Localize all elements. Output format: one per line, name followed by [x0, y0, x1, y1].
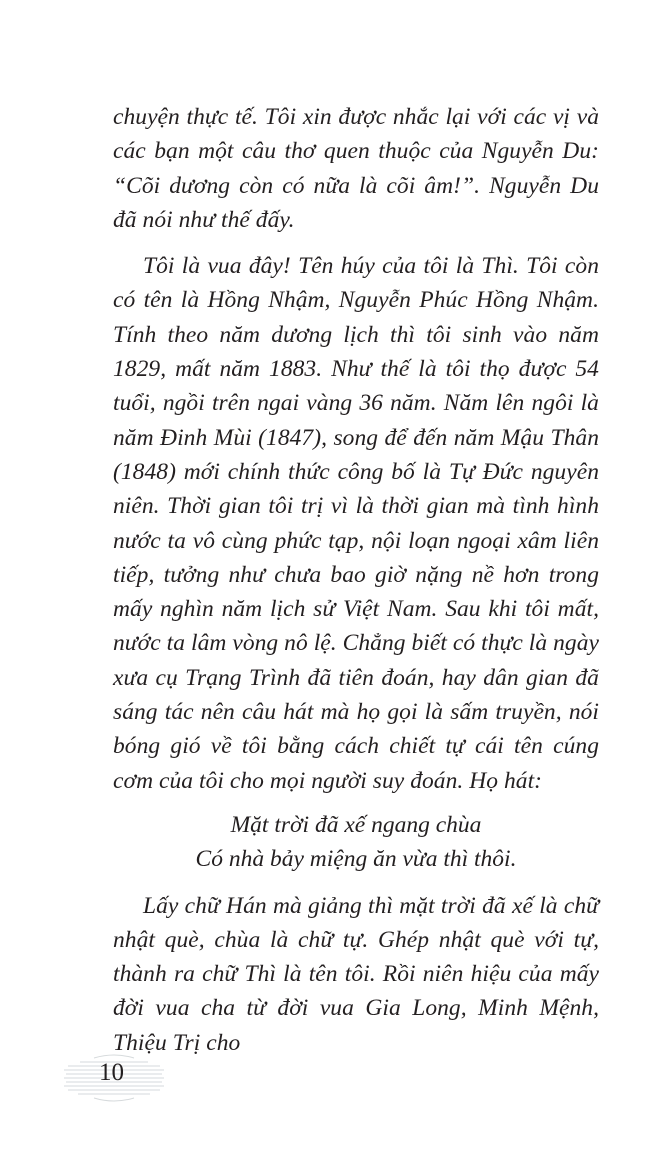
- paragraph-2: Tôi là vua đây! Tên húy của tôi là Thì. Tôi còn có tên là Hồng Nhậm, Nguyễn Phúc Hồng Nhậm. Tính theo năm dương lịch thì tôi sinh vào năm 1829, mất năm 1883. Như thế là tôi thọ được 54 tuổi, ngồi trên ngai vàng 36 năm. Năm lên ngôi là năm Đinh Mùi (1847), song để đến năm Mậu Thân (1848) mới chính thức công bố là Tự Đức nguyên niên. Thời gian tôi trị vì là thời gian mà tình hình nước ta vô cùng phức tạp, nội loạn ngoại xâm liên tiếp, tưởng như chưa bao giờ nặng nề hơn trong mấy nghìn năm lịch sử Việt Nam. Sau khi tôi mất, nước ta lâm vòng nô lệ. Chẳng biết có thực là ngày xưa cụ Trạng Trình đã tiên đoán, hay dân gian đã sáng tác nên câu hát mà họ gọi là sấm truyền, nói bóng gió về tôi bằng cách chiết tự cái tên cúng cơm của tôi cho mọi người suy đoán. Họ hát:: [113, 253, 599, 794]
- poem-line-1: Mặt trời đã xế ngang chùa: [230, 811, 482, 838]
- page-folio: [64, 1052, 164, 1102]
- poem-block: [113, 808, 599, 877]
- page-body: [113, 100, 599, 1060]
- poem-line-2: Có nhà bảy miệng ăn vừa thì thôi.: [195, 846, 517, 873]
- paragraph-3: Lấy chữ Hán mà giảng thì mặt trời đã xế là chữ nhật què, chùa là chữ tự. Ghép nhật què với tự, thành ra chữ Thì là tên tôi. Rồi niên hiệu của mấy đời vua cha từ đời vua Gia Long, Minh Mệnh, Thiệu Trị cho: [113, 892, 599, 1056]
- paragraph-1: chuyện thực tế. Tôi xin được nhắc lại với các vị và các bạn một câu thơ quen thuộc của Nguyễn Du: “Cõi dương còn có nữa là cõi âm!”. Nguyễn Du đã nói như thế đấy.: [113, 104, 599, 233]
- page-number: 10: [99, 1059, 124, 1086]
